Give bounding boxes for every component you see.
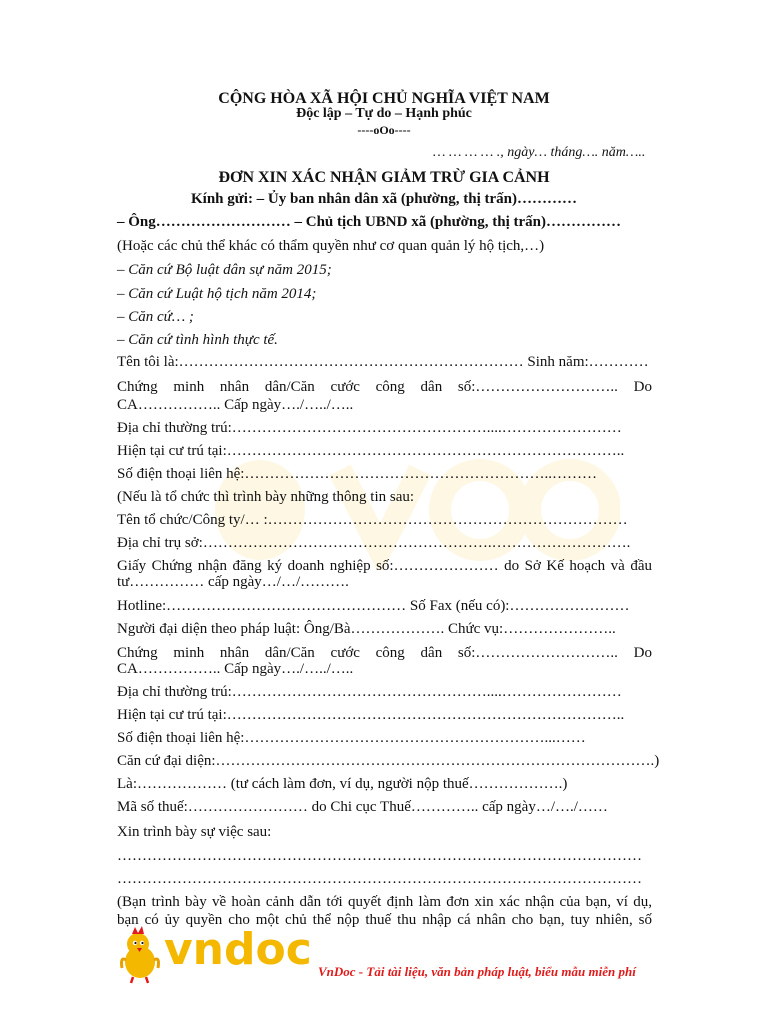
rep-permanent-address-field: Địa chỉ thường trú:……………………………………………....…………………… (117, 684, 622, 700)
legal-basis-item: – Căn cứ… ; (117, 309, 194, 325)
hotline-field: Hotline:………………………………………… Số Fax (nếu có):…………………… (117, 598, 630, 614)
form-title: ĐƠN XIN XÁC NHẬN GIẢM TRỪ GIA CẢNH (218, 169, 550, 186)
recipient-line-1: Kính gửi: – Ủy ban nhân dân xã (phường, thị trấn)………… (191, 191, 577, 207)
representation-basis-field: Căn cứ đại diện:…………………………………………………………………………….) (117, 753, 660, 769)
date-line: … … … … ., ngày… tháng…. năm….. (433, 145, 646, 160)
headquarters-field: Địa chỉ trụ sở:………………………………………………….………………………. (117, 535, 631, 551)
chick-mascot-icon (122, 926, 159, 983)
organization-note: (Nếu là tổ chức thì trình bày những thông tin sau: (117, 489, 415, 505)
license-issue-field: tư…………… cấp ngày…/…/………. (117, 574, 349, 590)
rep-id-issue-field: CA…………….. Cấp ngày…./…../….. (117, 661, 354, 677)
id-issue-field: CA…………….. Cấp ngày…./…../….. (117, 397, 354, 413)
id-number-field: Chứng minh nhân dân/Căn cước công dân số:……………………….. Do (117, 379, 652, 395)
permanent-address-field: Địa chỉ thường trú:……………………………………………....…………………… (117, 420, 622, 436)
motto: Độc lập – Tự do – Hạnh phúc (296, 106, 472, 121)
statement-blank-line: …………………………………………………………………………………………… (117, 871, 642, 887)
authority-note: (Hoặc các chủ thể khác có thẩm quyền như cơ quan quản lý hộ tịch,…) (117, 238, 545, 254)
nation-heading: CỘNG HÒA XÃ HỘI CHỦ NGHĨA VIỆT NAM (218, 90, 550, 107)
statement-blank-line: …………………………………………………………………………………………… (117, 848, 642, 864)
header-separator: ----oOo---- (357, 123, 411, 137)
explanation-text-line: bạn có ủy quyền cho một chủ thể nộp thuế thu nhập cá nhân cho bạn, tuy nhiên, số (117, 912, 652, 928)
legal-representative-field: Người đại diện theo pháp luật: Ông/Bà………………. Chức vụ:………………….. (117, 621, 616, 637)
rep-residence-field: Hiện tại cư trú tại:…………………………………………………………………….. (117, 707, 625, 723)
rep-phone-field: Số điện thoại liên hệ:……………………………………………………...…… (117, 730, 586, 746)
statement-heading: Xin trình bày sự việc sau: (117, 824, 272, 840)
organization-name-field: Tên tổ chức/Công ty/… :……………………………………………………………… (117, 512, 628, 528)
rep-id-number-field: Chứng minh nhân dân/Căn cước công dân số:……………………….. Do (117, 645, 652, 661)
explanation-text-line: (Bạn trình bày về hoàn cảnh dẫn tới quyết định làm đơn xin xác nhận của bạn, ví dụ, (117, 894, 652, 910)
legal-basis-item: – Căn cứ Luật hộ tịch năm 2014; (117, 286, 317, 302)
business-license-field: Giấy Chứng nhận đăng ký doanh nghiệp số:………………… do Sở Kế hoạch và đầu (117, 558, 652, 574)
name-field: Tên tôi là:…………………………………………………………… Sinh năm:………… (117, 354, 649, 370)
applicant-role-field: Là:……………… (tư cách làm đơn, ví dụ, người nộp thuế……………….) (117, 776, 568, 792)
vndoc-logo-text: vndoc (164, 924, 312, 975)
current-residence-field: Hiện tại cư trú tại:…………………………………………………………………….. (117, 443, 625, 459)
recipient-line-2: – Ông……………………… – Chủ tịch UBND xã (phường, thị trấn)…………… (117, 214, 622, 230)
legal-basis-item: – Căn cứ tình hình thực tế. (117, 332, 278, 348)
footer-tagline: VnDoc - Tải tài liệu, văn bản pháp luật, biểu mẫu miễn phí (318, 964, 636, 979)
legal-basis-item: – Căn cứ Bộ luật dân sự năm 2015; (117, 262, 332, 278)
tax-code-field: Mã số thuế:…………………… do Chi cục Thuế………….. cấp ngày…/…./…… (117, 799, 608, 815)
phone-field: Số điện thoại liên hệ:……………………………………………………..……… (117, 466, 597, 482)
